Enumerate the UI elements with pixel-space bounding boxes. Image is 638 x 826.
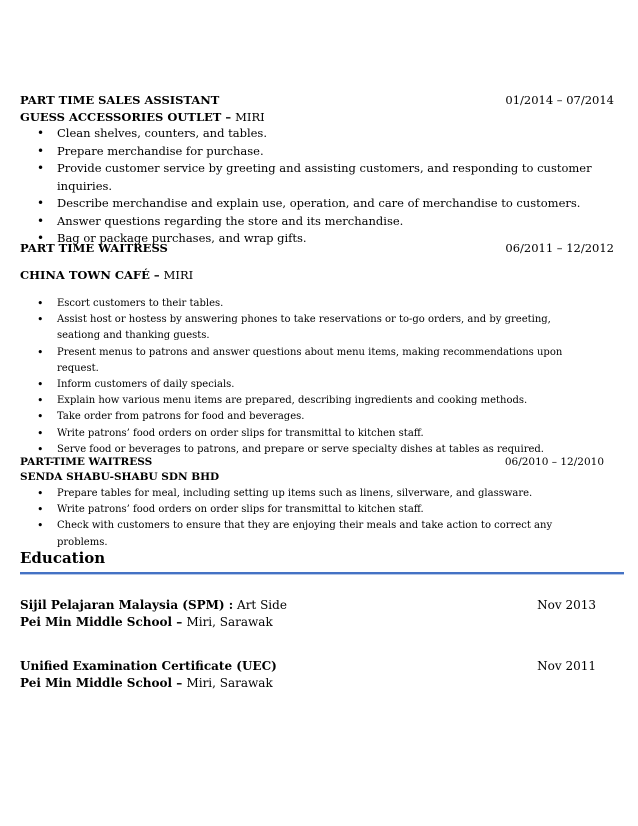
job-header (20, 456, 614, 468)
education-date: Nov 2011 (537, 659, 596, 673)
job-header (20, 93, 614, 107)
education-location: Miri, Sarawak (186, 615, 273, 629)
education-entry-header (20, 598, 596, 612)
job-employer: GUESS ACCESSORIES OUTLET (20, 110, 222, 124)
duty-item: • Prepare tables for meal, including setting up items such as linens, silverware, and glassware. (0, 486, 597, 502)
duty-item: • Escort customers to their tables. (0, 296, 597, 312)
duty-item: • Take order from patrons for food and beverages. (0, 409, 597, 425)
job-employer: SENDA SHABU-SHABU SDN BHD (20, 471, 220, 483)
job-location: MIRI (163, 268, 194, 282)
duty-item: • Explain how various menu items are prepared, describing ingredients and cooking methods. (0, 393, 597, 409)
job-dates: 01/2014 – 07/2014 (505, 93, 614, 107)
duty-item: • Answer questions regarding the store and its merchandise. (0, 213, 597, 231)
separator: – (221, 110, 236, 124)
duty-item: • Inform customers of daily specials. (0, 377, 597, 393)
education-location: Miri, Sarawak (186, 676, 273, 690)
duty-item: • Bag or package purchases, and wrap gifts. (0, 230, 597, 248)
education-date: Nov 2013 (537, 598, 596, 612)
education-entry-header (20, 659, 596, 673)
job-employer: CHINA TOWN CAFÉ (20, 268, 150, 282)
duty-list (0, 296, 597, 458)
education-qualification: Sijil Pelajaran Malaysia (SPM) : (20, 598, 234, 612)
section-divider-shadow (20, 574, 624, 575)
duty-item: • Describe merchandise and explain use, operation, and care of merchandise to customers. (0, 195, 597, 213)
section-heading-education: Education (20, 549, 106, 567)
education-school-line (20, 676, 273, 690)
duty-item: • Check with customers to ensure that they are enjoying their meals and take action to correct any problems. (0, 518, 597, 550)
duty-item: • Prepare merchandise for purchase. (0, 143, 597, 161)
duty-item: • Present menus to patrons and answer questions about menu items, making recommendations upon request. (0, 345, 597, 377)
education-school: Pei Min Middle School (20, 676, 173, 690)
education-school-line (20, 615, 273, 629)
duty-item: • Serve food or beverages to patrons, and prepare or serve specialty dishes at tables as required. (0, 442, 597, 458)
duty-list (0, 486, 597, 551)
education-stream: Art Side (233, 598, 287, 612)
job-title: PART-TIME WAITRESS (20, 456, 153, 468)
duty-item: • Provide customer service by greeting and assisting customers, and responding to customer inquiries. (0, 160, 597, 195)
job-employer-line (20, 471, 219, 483)
education-school: Pei Min Middle School (20, 615, 173, 629)
education-qualification-line (20, 598, 287, 612)
job-dates: 06/2011 – 12/2012 (505, 241, 614, 255)
job-title: PART TIME SALES ASSISTANT (20, 93, 220, 107)
separator: – (172, 676, 187, 690)
education-qualification: Unified Examination Certificate (UEC) (20, 659, 277, 673)
duty-list (0, 125, 597, 248)
job-location: MIRI (235, 110, 265, 124)
job-dates: 06/2010 – 12/2010 (504, 456, 604, 468)
duty-item: • Clean shelves, counters, and tables. (0, 125, 597, 143)
duty-item: • Write patrons’ food orders on order slips for transmittal to kitchen staff. (0, 502, 597, 518)
job-title: PART TIME WAITRESS (20, 241, 168, 255)
job-employer-line (20, 268, 193, 282)
job-header (20, 241, 614, 255)
duty-item: • Write patrons’ food orders on order slips for transmittal to kitchen staff. (0, 426, 597, 442)
separator: – (172, 615, 187, 629)
separator: – (149, 268, 164, 282)
job-employer-line (20, 110, 265, 124)
duty-item: • Assist host or hostess by answering phones to take reservations or to-go orders, and by greeting, seationg and thanking guests. (0, 312, 597, 344)
